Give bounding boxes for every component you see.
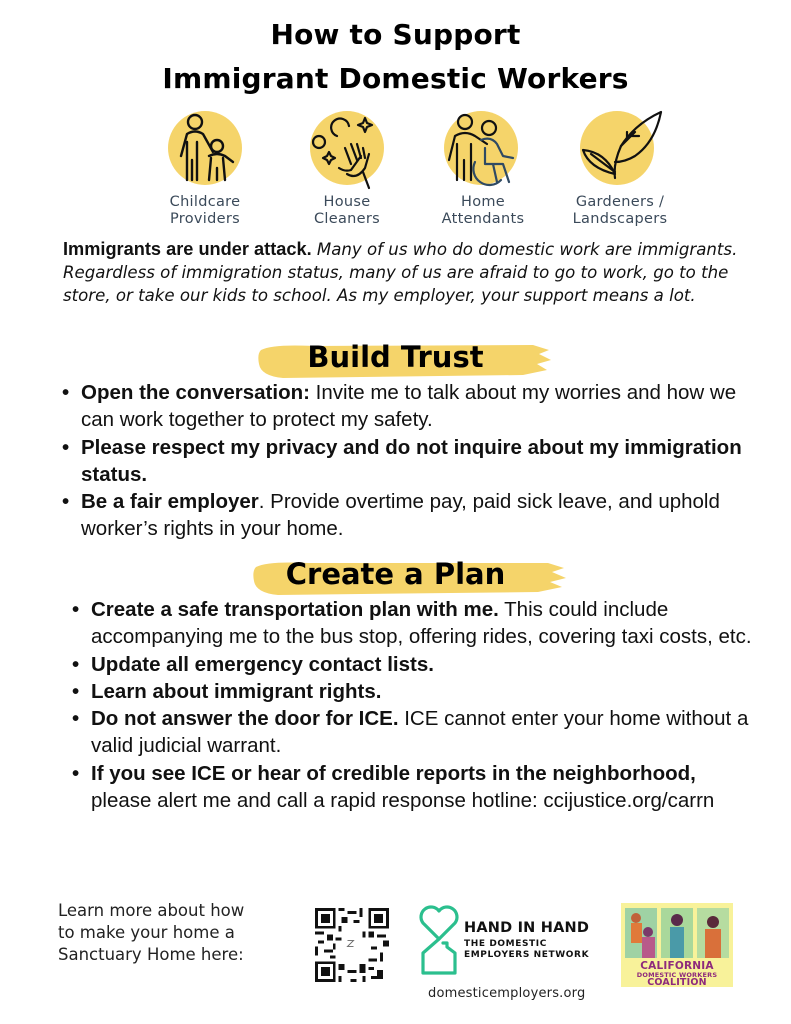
- qr-code-icon[interactable]: [315, 908, 389, 982]
- list-item: [70, 705, 760, 760]
- learn-more-line: to make your home a: [58, 923, 235, 942]
- cdwc-line-2: DOMESTIC WORKERS: [636, 971, 718, 979]
- caregiver-wheelchair-icon: [441, 108, 525, 190]
- list-item: [60, 434, 760, 489]
- intro-bold: Immigrants are under attack.: [63, 239, 312, 259]
- learn-more-line: Learn more about how: [58, 901, 245, 920]
- list-item: [70, 596, 760, 651]
- worker-type-childcare: [140, 108, 270, 228]
- item-bold: Do not answer the door for ICE.: [91, 707, 399, 731]
- list-item: [70, 760, 760, 815]
- item-bold: Please respect my privacy and do not inquire about my immigration status.: [81, 435, 742, 486]
- worker-type-label: Gardeners /: [575, 194, 665, 210]
- hih-title: HAND IN HAND: [464, 920, 590, 936]
- intro-italic: Many of us who do domestic work are immigrants. Regardless of immigration status, many of us are afraid to go to work, go to the store, or take our kids to school. As my employer, your support means a lot.: [63, 240, 738, 305]
- worker-type-gardeners: [555, 108, 685, 228]
- cdwc-line-1: CALIFORNIA: [640, 960, 714, 972]
- worker-type-label: Attendants: [441, 211, 525, 227]
- section-title: Build Trust: [307, 340, 484, 374]
- item-bold: Open the conversation:: [81, 381, 310, 404]
- worker-types-row: [140, 108, 680, 230]
- list-item: [60, 488, 760, 543]
- section-title: Create a Plan: [285, 557, 506, 591]
- worker-illustration-icon: [697, 908, 729, 958]
- page-title-line-1: How to Support: [270, 18, 521, 51]
- item-bold: Create a safe transportation plan with me.: [91, 598, 499, 621]
- item-text: This could include accompanying me to the bus stop, offering rides, covering taxi costs, etc.: [91, 598, 752, 649]
- worker-type-label: Providers: [170, 211, 240, 227]
- learn-more-line: Sanctuary Home here:: [58, 945, 244, 964]
- worker-type-label: Landscapers: [572, 211, 668, 227]
- build-trust-list: [60, 379, 760, 543]
- list-item: [70, 651, 760, 678]
- adult-with-child-icon: [165, 108, 245, 190]
- item-bold: Be a fair employer: [81, 490, 259, 514]
- hih-subtitle-line: THE DOMESTIC: [464, 939, 547, 949]
- item-text: ICE cannot enter your home without a valid judicial warrant.: [91, 707, 749, 758]
- worker-type-label: Childcare: [169, 194, 241, 210]
- item-bold: Learn about immigrant rights.: [91, 679, 382, 703]
- build-trust-header: [0, 340, 791, 374]
- worker-type-label: Home: [460, 194, 506, 210]
- learn-more-text: [58, 900, 244, 966]
- cleaning-hand-icon: [307, 108, 387, 190]
- worker-type-label: House: [323, 194, 371, 210]
- hand-in-hand-logo-icon: [417, 903, 461, 975]
- page-title-line-2: Immigrant Domestic Workers: [162, 62, 629, 95]
- hih-subtitle: [464, 939, 589, 961]
- list-item: [60, 379, 760, 434]
- cdwc-logo: [621, 903, 733, 987]
- hih-website-link[interactable]: domesticemployers.org: [428, 986, 586, 1001]
- hih-subtitle-line: EMPLOYERS NETWORK: [464, 950, 590, 960]
- worker-illustration-icon: [661, 908, 693, 958]
- worker-type-house-cleaners: [282, 108, 412, 228]
- worker-type-home-attendants: [418, 108, 548, 228]
- item-text: please alert me and call a rapid response hotline: ccijustice.org/carrn: [91, 789, 715, 813]
- cdwc-line-3: COALITION: [647, 977, 707, 988]
- create-plan-header: [0, 557, 791, 591]
- worker-illustration-icon: [625, 908, 657, 958]
- create-plan-list: [70, 596, 760, 814]
- leaf-plant-icon: [575, 108, 665, 190]
- item-text: Invite me to talk about my worries and how we can work together to protect my safety.: [81, 381, 737, 432]
- item-bold: Update all emergency contact lists.: [91, 652, 434, 676]
- item-text: . Provide overtime pay, paid sick leave, and uphold worker’s rights in your home.: [81, 490, 720, 541]
- intro-paragraph: [63, 238, 753, 307]
- list-item: [70, 678, 760, 705]
- worker-type-label: Cleaners: [314, 211, 380, 227]
- item-bold: If you see ICE or hear of credible reports in the neighborhood,: [91, 761, 696, 785]
